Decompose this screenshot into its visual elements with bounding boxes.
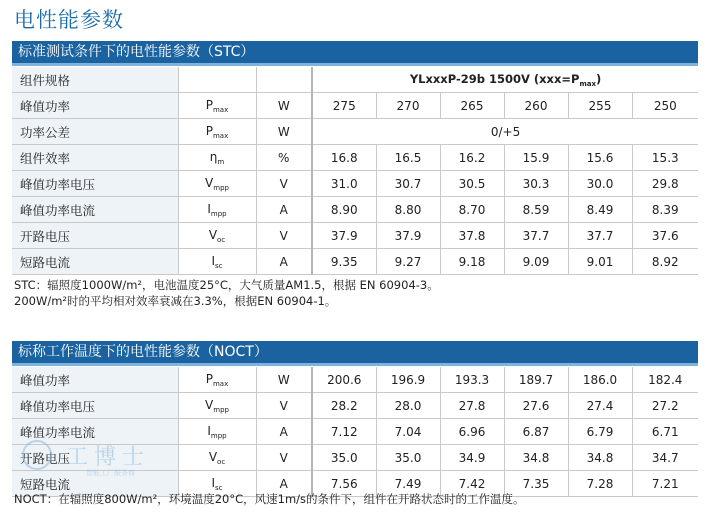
symbol-main: V — [208, 227, 218, 242]
value-cell: 30.5 — [440, 171, 504, 197]
param-unit: A — [256, 471, 312, 497]
value-cell: 270 — [376, 93, 440, 119]
param-name: 峰值功率电流 — [12, 419, 178, 445]
param-name: 峰值功率 — [12, 367, 178, 393]
value-cell: 7.42 — [440, 471, 504, 497]
value-cell: 9.18 — [440, 249, 504, 275]
value-cell: 37.7 — [568, 223, 632, 249]
value-cell: 9.35 — [312, 249, 376, 275]
stc-row — [12, 249, 698, 275]
param-name: 短路电流 — [12, 249, 178, 275]
value-cell: 6.96 — [440, 419, 504, 445]
value-cell: 182.4 — [632, 367, 698, 393]
value-cell: 193.3 — [440, 367, 504, 393]
value-cell: 186.0 — [568, 367, 632, 393]
value-cell: 37.9 — [376, 223, 440, 249]
param-name: 峰值功率 — [12, 93, 178, 119]
param-symbol — [178, 419, 256, 445]
value-cell: 7.28 — [568, 471, 632, 497]
value-cell: 37.9 — [312, 223, 376, 249]
value-cell: 30.7 — [376, 171, 440, 197]
value-cell: 28.0 — [376, 393, 440, 419]
value-cell: 15.9 — [504, 145, 568, 171]
value-cell: 9.01 — [568, 249, 632, 275]
value-cell: 37.8 — [440, 223, 504, 249]
value-cell: 37.7 — [504, 223, 568, 249]
param-symbol — [178, 171, 256, 197]
model-name-sub: max — [579, 79, 596, 88]
param-unit: A — [256, 419, 312, 445]
symbol-subscript: oc — [217, 457, 226, 466]
stc-table — [12, 67, 698, 275]
value-cell: 34.9 — [440, 445, 504, 471]
param-unit: % — [256, 145, 312, 171]
value-cell: 35.0 — [312, 445, 376, 471]
value-cell: 9.09 — [504, 249, 568, 275]
symbol-main: V — [208, 449, 218, 464]
param-name: 短路电流 — [12, 471, 178, 497]
symbol-main: η — [209, 149, 218, 164]
value-cell: 8.70 — [440, 197, 504, 223]
param-unit: A — [256, 249, 312, 275]
symbol-main: I — [207, 201, 211, 216]
param-unit: V — [256, 223, 312, 249]
value-cell: 189.7 — [504, 367, 568, 393]
symbol-subscript: max — [212, 105, 229, 114]
value-cell: 265 — [440, 93, 504, 119]
merged-value: 0/+5 — [312, 119, 698, 145]
symbol-main: P — [205, 371, 213, 386]
param-symbol — [178, 393, 256, 419]
symbol-subscript: mpp — [210, 209, 227, 218]
noct-header-accent — [12, 363, 698, 366]
value-cell: 16.5 — [376, 145, 440, 171]
symbol-subscript: sc — [215, 261, 223, 270]
stc-row — [12, 119, 698, 145]
model-sym-empty — [178, 67, 256, 93]
value-cell: 275 — [312, 93, 376, 119]
value-cell: 7.49 — [376, 471, 440, 497]
value-cell: 8.39 — [632, 197, 698, 223]
value-cell: 34.8 — [568, 445, 632, 471]
noct-row — [12, 445, 698, 471]
param-symbol — [178, 119, 256, 145]
value-cell: 8.92 — [632, 249, 698, 275]
param-name: 开路电压 — [12, 445, 178, 471]
value-cell: 30.0 — [568, 171, 632, 197]
noct-table — [12, 367, 698, 497]
symbol-subscript: max — [212, 131, 229, 140]
value-cell: 34.8 — [504, 445, 568, 471]
stc-row — [12, 197, 698, 223]
stc-note-2: 200W/m²时的平均相对效率衰减在3.3%，根据EN 60904-1。 — [14, 294, 337, 308]
model-name-main: YLxxxP-29b 1500V (xxx=P — [409, 71, 580, 86]
param-unit: V — [256, 445, 312, 471]
value-cell: 31.0 — [312, 171, 376, 197]
param-unit: V — [256, 171, 312, 197]
stc-section-header: 标准测试条件下的电性能参数（STC） — [12, 41, 698, 63]
value-cell: 250 — [632, 93, 698, 119]
symbol-subscript: oc — [217, 235, 226, 244]
param-symbol — [178, 93, 256, 119]
symbol-main: I — [211, 475, 216, 490]
param-name: 组件效率 — [12, 145, 178, 171]
value-cell: 8.49 — [568, 197, 632, 223]
value-cell: 30.3 — [504, 171, 568, 197]
symbol-subscript: mpp — [213, 405, 229, 414]
value-cell: 255 — [568, 93, 632, 119]
symbol-main: I — [211, 253, 216, 268]
value-cell: 7.21 — [632, 471, 698, 497]
param-symbol — [178, 249, 256, 275]
stc-row — [12, 93, 698, 119]
param-name: 峰值功率电压 — [12, 393, 178, 419]
value-cell: 7.12 — [312, 419, 376, 445]
model-label: 组件规格 — [12, 67, 178, 93]
watermark-sub: 智能工厂服务商 — [86, 469, 135, 477]
symbol-main: V — [205, 397, 214, 412]
value-cell: 27.6 — [504, 393, 568, 419]
symbol-main: I — [207, 423, 211, 438]
param-symbol — [178, 367, 256, 393]
param-name: 开路电压 — [12, 223, 178, 249]
value-cell: 6.71 — [632, 419, 698, 445]
symbol-main: V — [205, 175, 214, 190]
model-name — [312, 67, 698, 93]
value-cell: 37.6 — [632, 223, 698, 249]
param-unit: W — [256, 367, 312, 393]
value-cell: 16.8 — [312, 145, 376, 171]
stc-model-row — [12, 67, 698, 93]
model-unit-empty — [256, 67, 312, 93]
value-cell: 8.59 — [504, 197, 568, 223]
value-cell: 200.6 — [312, 367, 376, 393]
param-symbol — [178, 223, 256, 249]
value-cell: 28.2 — [312, 393, 376, 419]
value-cell: 6.87 — [504, 419, 568, 445]
symbol-subscript: mpp — [210, 431, 227, 440]
value-cell: 8.80 — [376, 197, 440, 223]
param-unit: W — [256, 119, 312, 145]
value-cell: 16.2 — [440, 145, 504, 171]
param-unit: W — [256, 93, 312, 119]
param-name: 峰值功率电流 — [12, 197, 178, 223]
param-symbol — [178, 197, 256, 223]
param-name: 功率公差 — [12, 119, 178, 145]
stc-row — [12, 171, 698, 197]
value-cell: 27.2 — [632, 393, 698, 419]
param-unit: A — [256, 197, 312, 223]
value-cell: 15.6 — [568, 145, 632, 171]
value-cell: 6.79 — [568, 419, 632, 445]
symbol-subscript: max — [212, 379, 229, 388]
page-title: 电性能参数 — [14, 8, 124, 32]
value-cell: 15.3 — [632, 145, 698, 171]
param-symbol — [178, 145, 256, 171]
value-cell: 7.56 — [312, 471, 376, 497]
symbol-main: P — [205, 123, 213, 138]
value-cell: 260 — [504, 93, 568, 119]
value-cell: 8.90 — [312, 197, 376, 223]
param-unit: V — [256, 393, 312, 419]
noct-row — [12, 367, 698, 393]
noct-row — [12, 393, 698, 419]
param-symbol — [178, 445, 256, 471]
value-cell: 7.04 — [376, 419, 440, 445]
symbol-subscript: mpp — [213, 183, 229, 192]
noct-row — [12, 419, 698, 445]
model-name-end: ) — [596, 71, 602, 86]
stc-row — [12, 145, 698, 171]
watermark-text: 工博士 — [66, 445, 151, 470]
value-cell: 35.0 — [376, 445, 440, 471]
stc-row — [12, 223, 698, 249]
symbol-subscript: m — [217, 157, 225, 166]
symbol-subscript: sc — [215, 483, 223, 492]
value-cell: 196.9 — [376, 367, 440, 393]
symbol-main: P — [205, 97, 213, 112]
value-cell: 34.7 — [632, 445, 698, 471]
value-cell: 27.4 — [568, 393, 632, 419]
param-name: 峰值功率电压 — [12, 171, 178, 197]
value-cell: 29.8 — [632, 171, 698, 197]
stc-note-1: STC：辐照度1000W/m²，电池温度25°C，大气质量AM1.5，根据 EN 60904-3。 — [14, 278, 439, 292]
noct-note: NOCT：在辐照度800W/m²，环境温度20°C，风速1m/s的条件下，组件在开路状态时的工作温度。 — [14, 492, 525, 506]
value-cell: 9.27 — [376, 249, 440, 275]
noct-section-header: 标称工作温度下的电性能参数（NOCT） — [12, 341, 698, 363]
value-cell: 7.35 — [504, 471, 568, 497]
value-cell: 27.8 — [440, 393, 504, 419]
stc-header-accent — [12, 63, 698, 66]
